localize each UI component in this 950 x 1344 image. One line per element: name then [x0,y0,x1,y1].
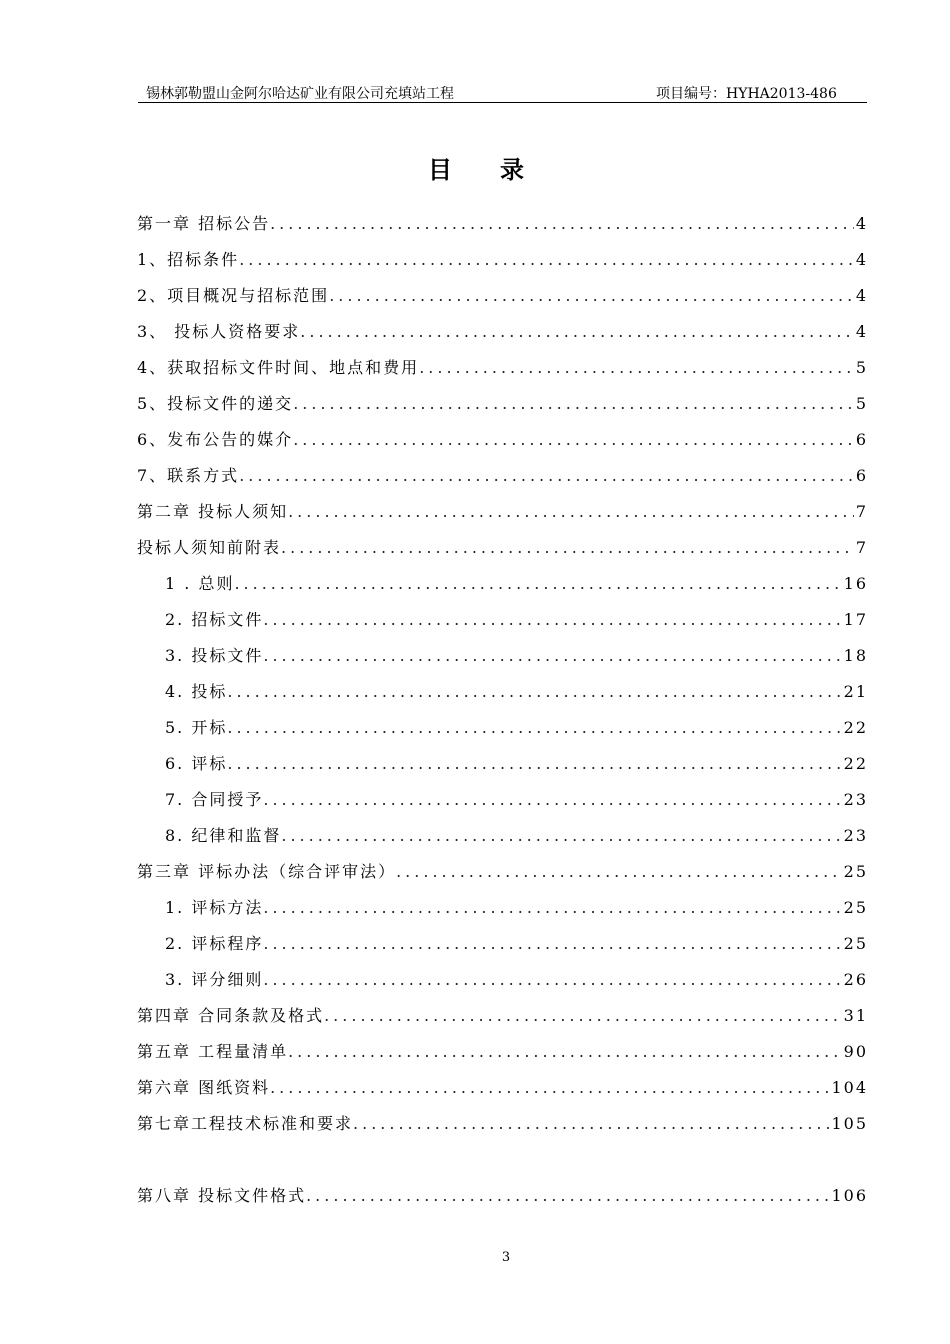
toc-entry-page: 23 [843,826,868,845]
toc-entry-page: 6 [855,430,868,449]
toc-entry-page: 4 [855,214,868,233]
toc-leader-dots [263,934,841,953]
toc-entry[interactable] [137,283,868,309]
toc-entry-page: 22 [843,718,868,737]
toc-leader-dots [288,1042,842,1061]
toc-entry-page: 21 [843,682,868,701]
toc-entry-text: 第五章 工程量清单 [137,1042,289,1061]
toc-leader-dots [293,430,854,449]
toc-entry-page: 104 [831,1078,868,1097]
toc-entry[interactable] [137,1003,868,1029]
toc-entry[interactable] [165,607,868,633]
toc-entry[interactable] [137,1039,868,1065]
toc-entry-page: 17 [843,610,868,629]
toc-entry-page: 18 [843,646,868,665]
toc-entry[interactable] [165,967,868,993]
toc-entry[interactable] [137,391,868,417]
toc-entry-page: 25 [843,898,868,917]
toc-leader-dots [263,610,841,629]
toc-entry-text: 8. 纪律和监督 [165,826,282,845]
toc-entry-page: 23 [843,790,868,809]
header-project-number: 项目编号：HYHA2013-486 [656,86,837,102]
toc-leader-dots [300,322,854,341]
toc-entry[interactable] [137,355,868,381]
header-project-name: 锡林郭勒盟山金阿尔哈达矿业有限公司充填站工程 [146,86,454,102]
toc-entry-text: 1、招标条件 [137,250,240,269]
toc-entry[interactable] [137,319,868,345]
toc-entry-text: 3. 投标文件 [165,646,264,665]
toc-entry-page: 6 [855,466,868,485]
toc-entry[interactable] [165,787,868,813]
toc-entry-text: 第一章 招标公告 [137,214,271,233]
toc-entry[interactable] [165,571,868,597]
toc-entry[interactable] [137,211,868,237]
page-number: 3 [501,1250,511,1265]
toc-entry[interactable] [165,823,868,849]
toc-entry-text: 第二章 投标人须知 [137,502,289,521]
toc-entry-text: 1 . 总则 [165,574,235,593]
toc-entry[interactable] [137,247,868,273]
toc-leader-dots [281,826,841,845]
toc-entry-text: 4、获取招标文件时间、地点和费用 [137,358,420,377]
toc-leader-dots [288,502,854,521]
toc-leader-dots [281,538,854,557]
page-title: 目录 [428,155,572,184]
toc-entry[interactable] [165,715,868,741]
toc-entry-text: 2. 招标文件 [165,610,264,629]
toc-entry-page: 105 [831,1114,868,1133]
toc-entry-page: 31 [843,1006,868,1025]
toc-entry[interactable] [165,643,868,669]
toc-entry-text: 1. 评标方法 [165,898,264,917]
toc-entry-text: 第八章 投标文件格式 [137,1186,307,1205]
toc-entry-text: 3. 评分细则 [165,970,264,989]
toc-leader-dots [227,718,841,737]
toc-entry-page: 16 [843,574,868,593]
toc-entry-page: 26 [843,970,868,989]
toc-entry-page: 4 [855,250,868,269]
toc-entry-page: 25 [843,934,868,953]
toc-entry-text: 第七章工程技术标准和要求 [137,1114,354,1133]
toc-entry-page: 22 [843,754,868,773]
toc-entry-page: 4 [855,286,868,305]
toc-leader-dots [239,466,854,485]
toc-entry[interactable] [165,751,868,777]
toc-leader-dots [239,250,854,269]
toc-leader-dots [419,358,854,377]
toc-entry-text: 投标人须知前附表 [137,538,282,557]
toc-entry-text: 第六章 图纸资料 [137,1078,271,1097]
toc-entry-text: 第四章 合同条款及格式 [137,1006,325,1025]
toc-entry-text: 2. 评标程序 [165,934,264,953]
toc-entry-text: 5. 开标 [165,718,228,737]
toc-leader-dots [234,574,841,593]
toc-entry[interactable] [137,427,868,453]
toc-entry[interactable] [137,535,868,561]
toc-entry-page: 5 [855,358,868,377]
toc-leader-dots [324,1006,842,1025]
toc-entry-text: 第三章 评标办法（综合评审法） [137,862,397,881]
toc-leader-dots [227,754,841,773]
toc-leader-dots [263,970,841,989]
toc-entry-page: 25 [843,862,868,881]
toc-entry[interactable] [137,859,868,885]
toc-leader-dots [227,682,841,701]
toc-entry-text: 3、 投标人资格要求 [137,322,301,341]
toc-entry-page: 7 [855,502,868,521]
toc-leader-dots [396,862,842,881]
toc-entry-page: 90 [843,1042,868,1061]
toc-entry-text: 6、发布公告的媒介 [137,430,294,449]
toc-leader-dots [263,790,841,809]
toc-leader-dots [329,286,854,305]
toc-leader-dots [263,898,841,917]
toc-entry-text: 4. 投标 [165,682,228,701]
page-header [138,82,867,103]
toc-entry-text: 7. 合同授予 [165,790,264,809]
toc-entry[interactable] [165,931,868,957]
toc-leader-dots [270,214,854,233]
toc-entry-page: 7 [855,538,868,557]
toc-entry-page: 5 [855,394,868,413]
toc-entry[interactable] [137,1183,868,1209]
toc-entry-page: 4 [855,322,868,341]
toc-leader-dots [293,394,854,413]
toc-entry-text: 5、投标文件的递交 [137,394,294,413]
toc-leader-dots [306,1186,829,1205]
toc-entry[interactable] [137,463,868,489]
toc-leader-dots [353,1114,829,1133]
toc-entry[interactable] [165,895,868,921]
toc-entry[interactable] [137,499,868,525]
toc-leader-dots [270,1078,829,1097]
toc-entry[interactable] [165,679,868,705]
toc-entry[interactable] [137,1111,868,1137]
toc-entry-text: 7、联系方式 [137,466,240,485]
toc-entry-text: 2、项目概况与招标范围 [137,286,330,305]
toc-entry-page: 106 [831,1186,868,1205]
toc-leader-dots [263,646,841,665]
toc-entry-text: 6. 评标 [165,754,228,773]
toc-entry[interactable] [137,1075,868,1101]
